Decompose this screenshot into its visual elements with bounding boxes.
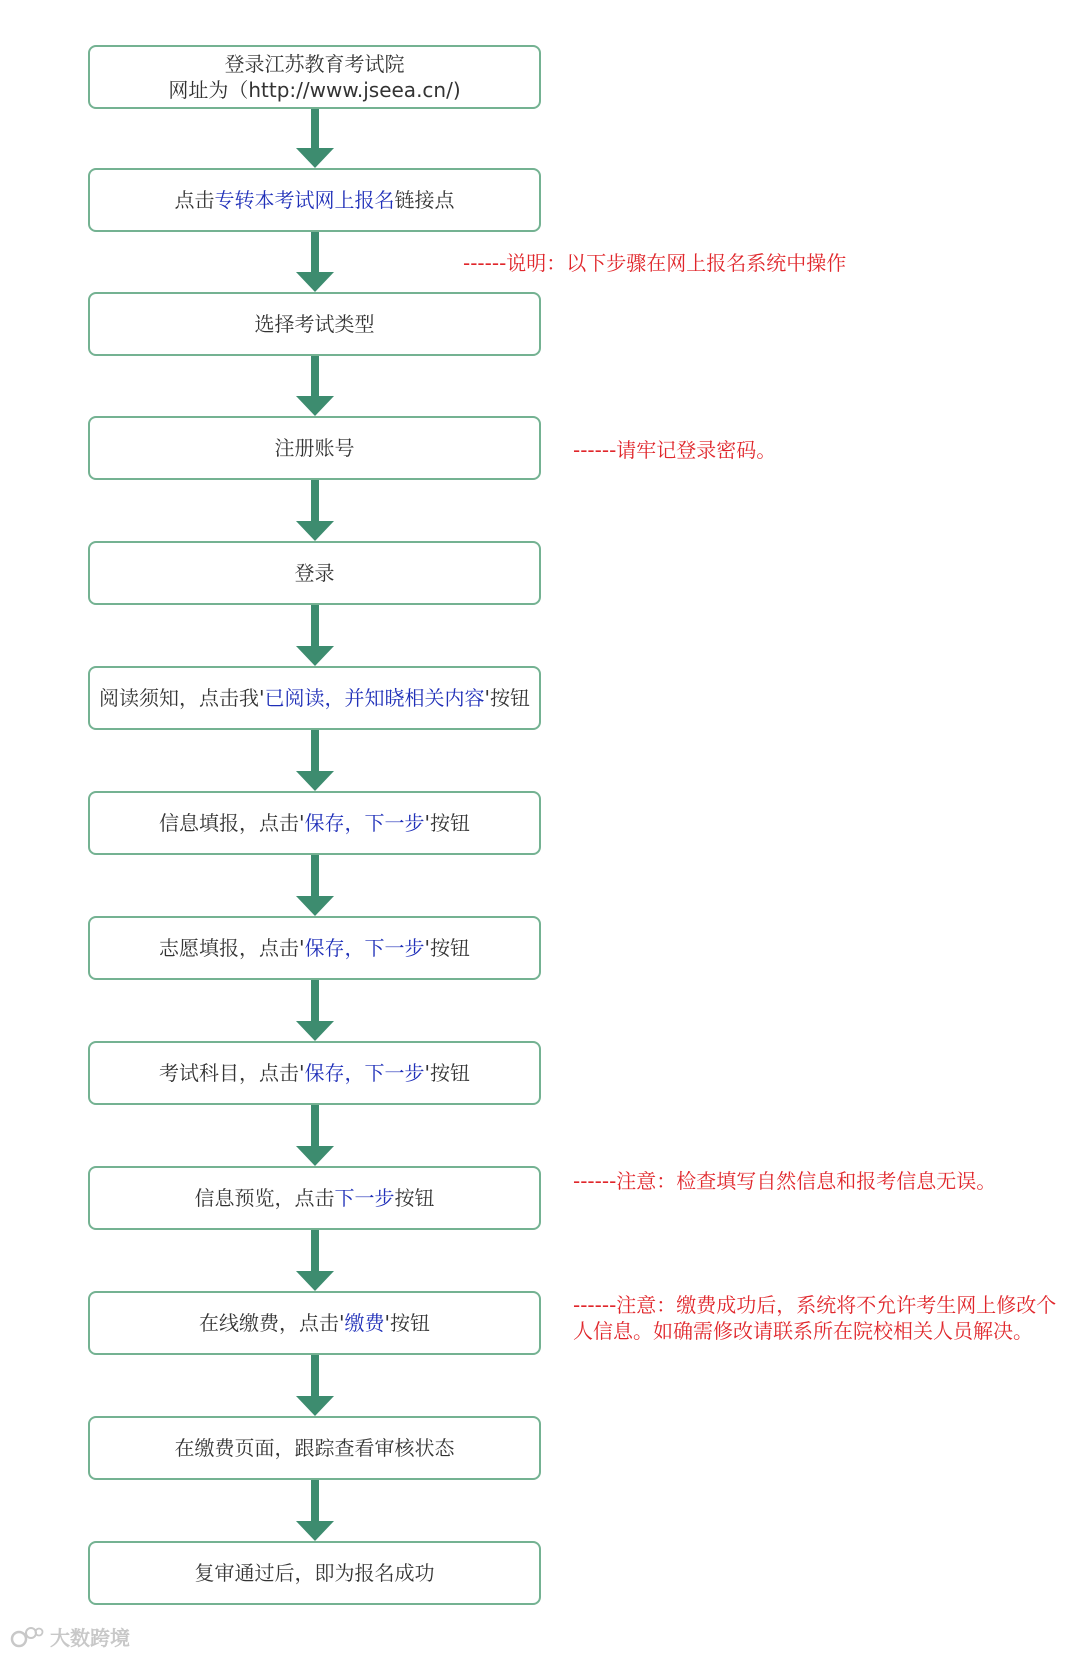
step-label [195, 1185, 435, 1211]
arrow-head [296, 1146, 334, 1166]
step-label [275, 435, 355, 461]
arrow-head [296, 1396, 334, 1416]
step-label [295, 560, 335, 586]
step-label [199, 1310, 430, 1336]
step-highlight-text: 缴费 [344, 1311, 385, 1335]
watermark-text: 大数跨境 [50, 1626, 130, 1650]
note-online-system: ------说明：以下步骤在网上报名系统中操作 [463, 251, 847, 275]
arrow-head [296, 148, 334, 168]
step-preference-fill [88, 916, 541, 980]
step-label [225, 51, 405, 77]
step-text: 网址为（http://www.jseea.cn/) [168, 78, 461, 102]
arrow-shaft [311, 109, 319, 150]
step-highlight-text: 下一步 [334, 1186, 395, 1210]
arrow-head [296, 1021, 334, 1041]
step-text: 复审通过后，即为报名成功 [194, 1561, 435, 1585]
arrow-head [296, 396, 334, 416]
step-exam-subjects [88, 1041, 541, 1105]
flow-arrow-down-icon [296, 855, 334, 916]
arrow-shaft [311, 1230, 319, 1273]
step-text: '按钮 [424, 936, 470, 960]
note-remember-password: ------请牢记登录密码。 [573, 438, 777, 462]
flow-arrow-down-icon [296, 730, 334, 791]
flow-arrow-down-icon [296, 1105, 334, 1166]
arrow-head [296, 1521, 334, 1541]
step-text: '按钮 [424, 811, 470, 835]
step-highlight-text: 保存，下一步 [304, 936, 425, 960]
step-info-fill [88, 791, 541, 855]
step-text: 登录 [294, 561, 335, 585]
arrow-head [296, 646, 334, 666]
flow-arrow-down-icon [296, 480, 334, 541]
arrow-shaft [311, 730, 319, 773]
step-highlight-text: 保存，下一步 [304, 811, 425, 835]
step-text: 在缴费页面，跟踪查看审核状态 [174, 1436, 455, 1460]
flow-arrow-down-icon [296, 1230, 334, 1291]
step-login [88, 541, 541, 605]
step-text: 在线缴费，点击' [199, 1311, 345, 1335]
arrow-shaft [311, 980, 319, 1023]
arrow-shaft [311, 1105, 319, 1148]
flow-arrow-down-icon [296, 1355, 334, 1416]
flow-arrow-down-icon [296, 605, 334, 666]
arrow-head [296, 272, 334, 292]
step-login-jseea [88, 45, 541, 109]
step-text: 阅读须知，点击我' [99, 686, 265, 710]
step-select-exam-type [88, 292, 541, 356]
step-text: 选择考试类型 [254, 312, 375, 336]
step-text: 考试科目，点击' [159, 1061, 305, 1085]
arrow-head [296, 1271, 334, 1291]
step-label [159, 935, 470, 961]
watermark [10, 1622, 130, 1651]
step-read-notice [88, 666, 541, 730]
step-label [159, 810, 470, 836]
arrow-shaft [311, 480, 319, 523]
step-text: 信息预览，点击 [194, 1186, 335, 1210]
step-highlight-text: 专转本考试网上报名 [214, 188, 395, 212]
step-label [255, 311, 375, 337]
step-click-link [88, 168, 541, 232]
step-text: 点击 [174, 188, 215, 212]
flow-arrow-down-icon [296, 232, 334, 292]
step-label [159, 1060, 470, 1086]
flow-arrow-down-icon [296, 1480, 334, 1541]
flow-arrow-down-icon [296, 356, 334, 416]
step-highlight-text: 已阅读，并知晓相关内容 [264, 686, 485, 710]
step-label [195, 1560, 435, 1586]
step-info-preview [88, 1166, 541, 1230]
flow-arrow-down-icon [296, 109, 334, 168]
arrow-head [296, 896, 334, 916]
step-text: 按钮 [394, 1186, 435, 1210]
step-registration-success [88, 1541, 541, 1605]
step-text: 登录江苏教育考试院 [224, 52, 405, 76]
arrow-shaft [311, 356, 319, 398]
arrow-shaft [311, 605, 319, 648]
step-text: 志愿填报，点击' [159, 936, 305, 960]
step-label-line2 [168, 77, 460, 103]
flow-arrow-down-icon [296, 980, 334, 1041]
note-check-info: ------注意：检查填写自然信息和报考信息无误。 [573, 1169, 997, 1193]
note-payment-lock: ------注意：缴费成功后，系统将不允许考生网上修改个人信息。如确需修改请联系所在院校相关人员解决。 [573, 1293, 1057, 1343]
logo-icon [10, 1626, 44, 1648]
step-text: 信息填报，点击' [159, 811, 305, 835]
arrow-shaft [311, 1480, 319, 1523]
step-text: '按钮 [424, 1061, 470, 1085]
step-label [175, 187, 455, 213]
arrow-shaft [311, 232, 319, 274]
arrow-head [296, 771, 334, 791]
step-text: '按钮 [484, 686, 530, 710]
step-label [175, 1435, 455, 1461]
step-online-payment [88, 1291, 541, 1355]
step-track-review [88, 1416, 541, 1480]
step-text: '按钮 [384, 1311, 430, 1335]
step-text: 链接点 [394, 188, 455, 212]
arrow-shaft [311, 1355, 319, 1398]
step-register-account [88, 416, 541, 480]
step-label [99, 685, 530, 711]
step-text: 注册账号 [274, 436, 355, 460]
arrow-shaft [311, 855, 319, 898]
step-highlight-text: 保存，下一步 [304, 1061, 425, 1085]
arrow-head [296, 521, 334, 541]
